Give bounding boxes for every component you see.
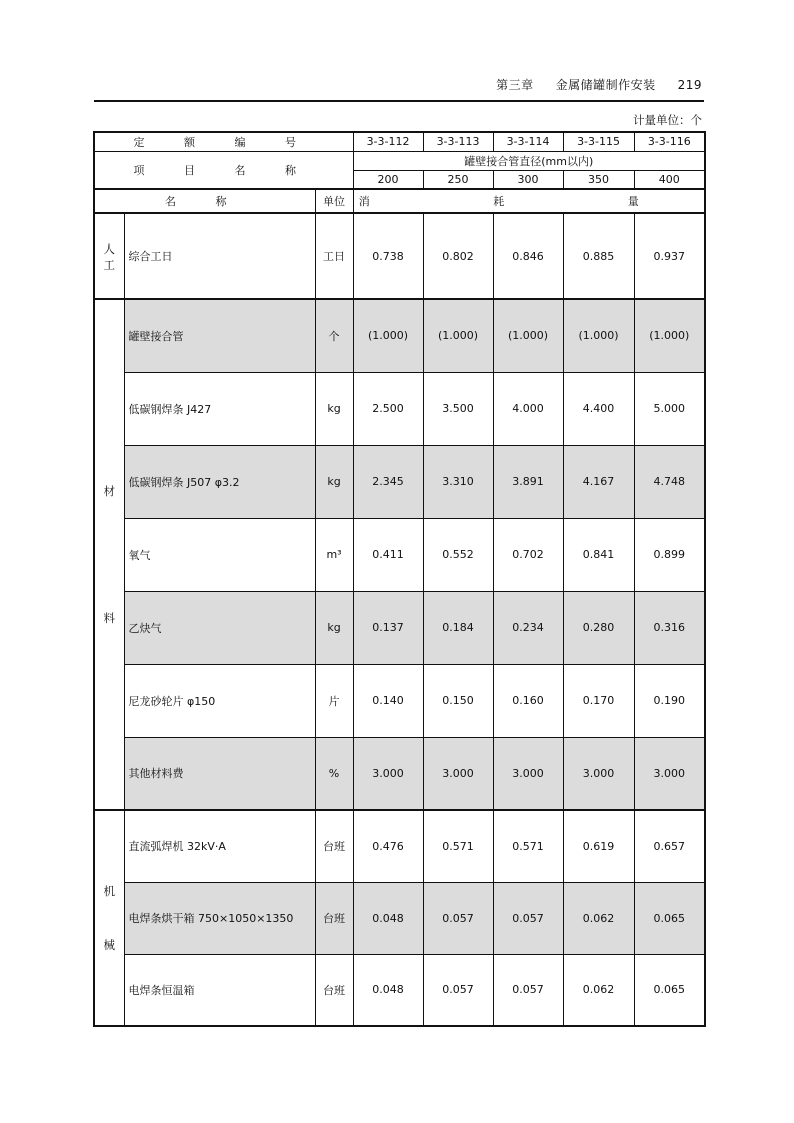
section-title: 金属储罐制作安装 xyxy=(555,78,656,92)
item-name: 低碳钢焊条 J507 φ3.2 xyxy=(124,445,315,518)
consumption-value: 0.062 xyxy=(563,954,634,1026)
param-value: 350 xyxy=(563,170,634,189)
consumption-value: 0.184 xyxy=(423,591,493,664)
quota-code: 3-3-112 xyxy=(353,132,423,151)
machine-row xyxy=(94,954,705,1026)
header-text xyxy=(474,76,702,93)
consumption-value: 4.748 xyxy=(634,445,705,518)
consumption-value: 0.057 xyxy=(423,882,493,954)
quota-label: 定 额 编 号 xyxy=(94,132,353,151)
consumption-value: 0.571 xyxy=(423,810,493,882)
name-column-header: 名 称 xyxy=(94,189,315,213)
item-unit: 台班 xyxy=(315,810,353,882)
param-label-row xyxy=(94,151,705,170)
consumption-value: 2.500 xyxy=(353,372,423,445)
item-unit: kg xyxy=(315,445,353,518)
consumption-value: (1.000) xyxy=(353,299,423,372)
material-category-char: 材 xyxy=(103,483,115,498)
quota-code: 3-3-114 xyxy=(493,132,563,151)
consumption-value: 3.000 xyxy=(493,737,563,810)
consumption-header: 消 耗 量 xyxy=(353,189,705,213)
item-name: 综合工日 xyxy=(124,213,315,299)
consumption-value: 0.738 xyxy=(353,213,423,299)
consumption-value: 4.400 xyxy=(563,372,634,445)
consumption-value: 0.316 xyxy=(634,591,705,664)
material-row xyxy=(94,299,705,372)
consumption-value: 0.802 xyxy=(423,213,493,299)
item-name: 罐壁接合管 xyxy=(124,299,315,372)
item-unit: kg xyxy=(315,372,353,445)
labor-category-char: 工 xyxy=(103,257,115,272)
item-unit: 个 xyxy=(315,299,353,372)
consumption-value: 0.702 xyxy=(493,518,563,591)
consumption-value: 0.057 xyxy=(423,954,493,1026)
item-unit: kg xyxy=(315,591,353,664)
material-category-char: 料 xyxy=(103,611,115,626)
material-row xyxy=(94,518,705,591)
item-name: 乙炔气 xyxy=(124,591,315,664)
item-unit: 片 xyxy=(315,664,353,737)
consumption-value: (1.000) xyxy=(563,299,634,372)
consumption-value: 3.000 xyxy=(634,737,705,810)
page-number: 219 xyxy=(677,78,702,92)
machine-category-char: 机 xyxy=(103,884,115,898)
item-name: 氧气 xyxy=(124,518,315,591)
consumption-value: 0.170 xyxy=(563,664,634,737)
consumption-value: 3.000 xyxy=(353,737,423,810)
column-header-row xyxy=(94,189,705,213)
consumption-value: 0.552 xyxy=(423,518,493,591)
item-unit: % xyxy=(315,737,353,810)
quota-code: 3-3-113 xyxy=(423,132,493,151)
consumption-value: 3.310 xyxy=(423,445,493,518)
material-row xyxy=(94,664,705,737)
material-category xyxy=(94,299,124,810)
param-value: 250 xyxy=(423,170,493,189)
chapter-label: 第三章 xyxy=(496,78,534,92)
consumption-value: 0.057 xyxy=(493,882,563,954)
consumption-value: 4.167 xyxy=(563,445,634,518)
consumption-value: 5.000 xyxy=(634,372,705,445)
consumption-value: 0.140 xyxy=(353,664,423,737)
consumption-value: 0.846 xyxy=(493,213,563,299)
consumption-value: 0.150 xyxy=(423,664,493,737)
item-name: 电焊条恒温箱 xyxy=(124,954,315,1026)
consumption-value: 0.937 xyxy=(634,213,705,299)
item-name: 低碳钢焊条 J427 xyxy=(124,372,315,445)
consumption-value: 3.000 xyxy=(563,737,634,810)
item-name: 尼龙砂轮片 φ150 xyxy=(124,664,315,737)
material-row xyxy=(94,737,705,810)
consumption-value: (1.000) xyxy=(423,299,493,372)
param-value: 200 xyxy=(353,170,423,189)
item-name: 直流弧焊机 32kV·A xyxy=(124,810,315,882)
item-name: 其他材料费 xyxy=(124,737,315,810)
machine-category xyxy=(94,810,124,1026)
labor-category xyxy=(94,213,124,299)
consumption-value: 3.500 xyxy=(423,372,493,445)
consumption-value: 0.137 xyxy=(353,591,423,664)
labor-category-char: 人 xyxy=(103,241,115,256)
consumption-value: 0.190 xyxy=(634,664,705,737)
consumption-value: 0.841 xyxy=(563,518,634,591)
consumption-value: 2.345 xyxy=(353,445,423,518)
consumption-value: 0.885 xyxy=(563,213,634,299)
page-header xyxy=(94,72,704,102)
machine-row xyxy=(94,810,705,882)
item-unit: 工日 xyxy=(315,213,353,299)
item-name: 电焊条烘干箱 750×1050×1350 xyxy=(124,882,315,954)
machine-row xyxy=(94,882,705,954)
consumption-value: 0.476 xyxy=(353,810,423,882)
consumption-value: 0.048 xyxy=(353,882,423,954)
consumption-value: 4.000 xyxy=(493,372,563,445)
param-value: 400 xyxy=(634,170,705,189)
consumption-value: 0.062 xyxy=(563,882,634,954)
consumption-value: 3.891 xyxy=(493,445,563,518)
material-row xyxy=(94,591,705,664)
consumption-value: (1.000) xyxy=(634,299,705,372)
unit-column-header: 单位 xyxy=(315,189,353,213)
quota-table xyxy=(93,131,706,1027)
consumption-value: 0.065 xyxy=(634,882,705,954)
consumption-value: 0.234 xyxy=(493,591,563,664)
material-row xyxy=(94,445,705,518)
consumption-value: 0.411 xyxy=(353,518,423,591)
item-label: 项 目 名 称 xyxy=(94,151,353,189)
item-unit: m³ xyxy=(315,518,353,591)
item-unit: 台班 xyxy=(315,882,353,954)
labor-row xyxy=(94,213,705,299)
param-label: 罐壁接合管直径(mm以内) xyxy=(353,151,705,170)
unit-note: 计量单位：个 xyxy=(633,113,702,127)
consumption-value: 0.160 xyxy=(493,664,563,737)
item-unit: 台班 xyxy=(315,954,353,1026)
param-value: 300 xyxy=(493,170,563,189)
quota-code: 3-3-115 xyxy=(563,132,634,151)
consumption-value: 0.280 xyxy=(563,591,634,664)
material-row xyxy=(94,372,705,445)
consumption-value: 0.057 xyxy=(493,954,563,1026)
consumption-value: 0.657 xyxy=(634,810,705,882)
consumption-value: 0.619 xyxy=(563,810,634,882)
consumption-value: 0.065 xyxy=(634,954,705,1026)
quota-code: 3-3-116 xyxy=(634,132,705,151)
consumption-value: 0.571 xyxy=(493,810,563,882)
quota-code-row xyxy=(94,132,705,151)
machine-category-char: 械 xyxy=(103,938,115,952)
consumption-value: 0.899 xyxy=(634,518,705,591)
consumption-value: 3.000 xyxy=(423,737,493,810)
consumption-value: (1.000) xyxy=(493,299,563,372)
consumption-value: 0.048 xyxy=(353,954,423,1026)
